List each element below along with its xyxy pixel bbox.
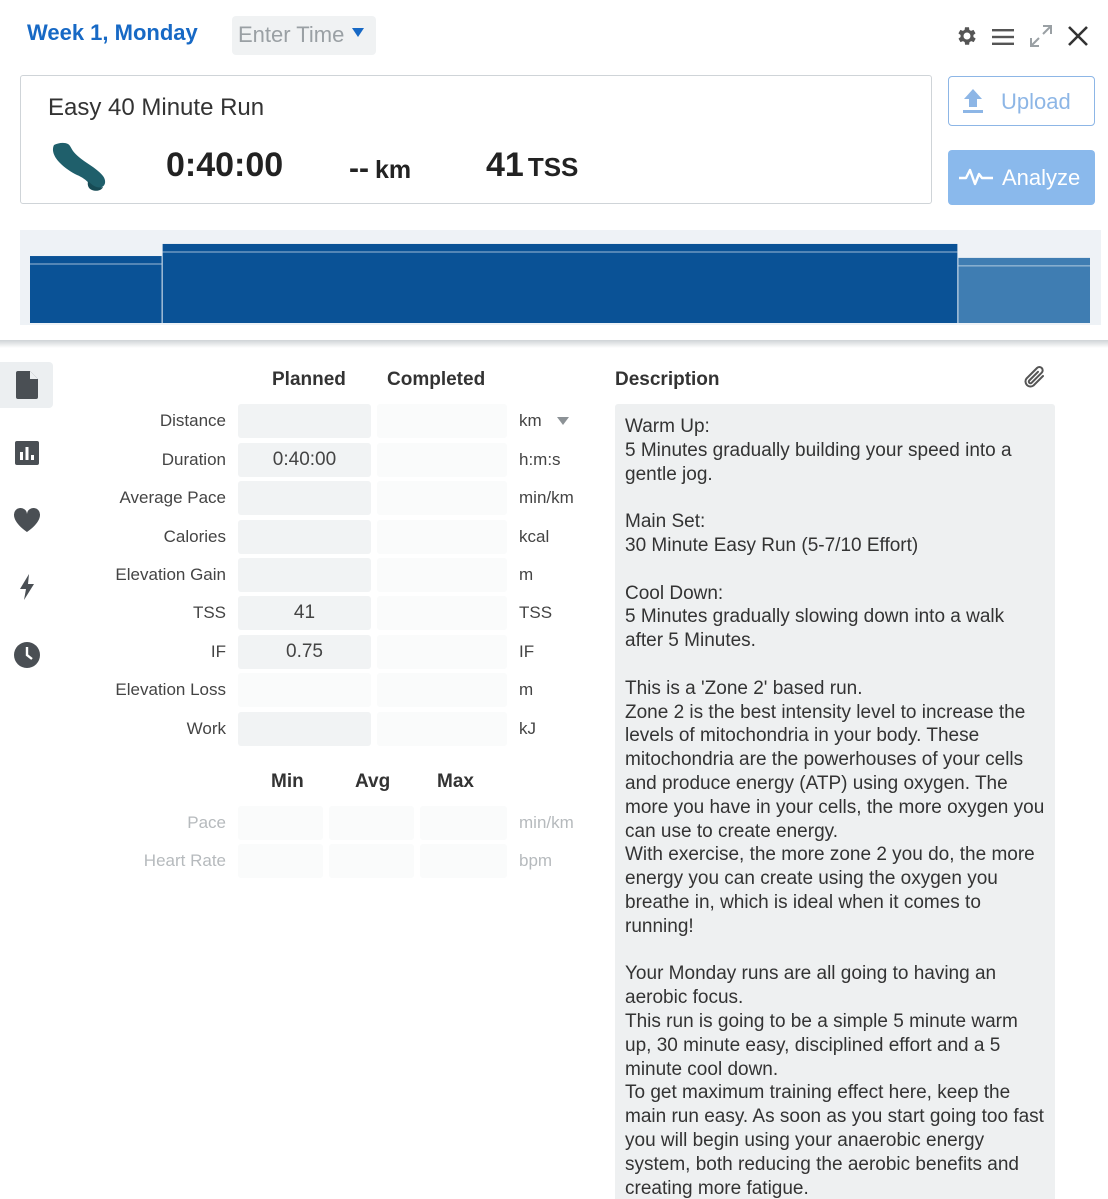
paperclip-icon[interactable]	[1022, 364, 1048, 392]
completed-distance-input[interactable]	[377, 404, 507, 438]
tss-unit: TSS	[527, 152, 579, 182]
pace-min-input[interactable]	[238, 806, 323, 840]
tab-power[interactable]	[0, 564, 53, 610]
completed-work-input[interactable]	[377, 712, 507, 746]
tab-summary[interactable]	[0, 362, 53, 408]
planned-pace-input[interactable]	[238, 481, 371, 515]
enter-time-dropdown[interactable]	[232, 16, 376, 55]
caret-down-icon	[352, 28, 364, 37]
pulse-icon	[958, 165, 994, 189]
heart-icon	[13, 507, 41, 533]
upload-icon	[961, 87, 985, 115]
metric-unit: TSS	[519, 603, 553, 622]
avg-header: Avg	[355, 771, 391, 792]
metric-label: Duration	[161, 450, 226, 469]
upload-label: Upload	[1001, 89, 1071, 114]
structure-chart	[20, 230, 1101, 325]
metric-unit: min/km	[519, 488, 574, 507]
analyze-button[interactable]	[948, 150, 1095, 205]
heart-rate-max-input[interactable]	[420, 844, 507, 878]
range-unit: min/km	[519, 813, 574, 832]
metric-label: TSS	[192, 603, 226, 622]
completed-header: Completed	[387, 369, 486, 390]
metric-unit: IF	[519, 642, 535, 661]
completed-duration-input[interactable]	[377, 443, 507, 477]
planned-if-input[interactable]: 0.75	[238, 635, 371, 669]
tss-value: 41	[486, 146, 524, 184]
planned-header: Planned	[272, 369, 346, 390]
planned-work-input[interactable]	[238, 712, 371, 746]
metric-unit: m	[519, 680, 534, 699]
metric-unit: h:m:s	[519, 450, 561, 469]
tab-heart-rate[interactable]	[0, 497, 53, 543]
completed-tss-input[interactable]	[377, 596, 507, 630]
workout-structure-graph[interactable]	[20, 230, 1101, 325]
completed-elevation-gain-input[interactable]	[377, 558, 507, 592]
completed-pace-input[interactable]	[377, 481, 507, 515]
analyze-label: Analyze	[1002, 165, 1081, 190]
structure-step-bar[interactable]	[163, 244, 958, 323]
metric-unit: kJ	[519, 719, 536, 738]
chevron-down-icon[interactable]	[557, 417, 569, 425]
tab-charts[interactable]	[0, 430, 53, 476]
structure-step-bar[interactable]	[958, 258, 1090, 323]
metric-label: Distance	[159, 411, 226, 430]
lightning-icon	[19, 574, 35, 600]
workout-title[interactable]: Easy 40 Minute Run	[48, 94, 265, 121]
planned-duration-input[interactable]: 0:40:00	[238, 443, 371, 477]
gear-icon[interactable]	[955, 24, 979, 48]
document-icon	[16, 371, 38, 399]
range-unit: bpm	[519, 851, 553, 870]
planned-distance-input[interactable]	[238, 404, 371, 438]
pace-max-input[interactable]	[420, 806, 507, 840]
min-header: Min	[271, 771, 304, 792]
heart-rate-min-input[interactable]	[238, 844, 323, 878]
metric-label: IF	[210, 642, 226, 661]
distance-unit: km	[374, 156, 412, 184]
completed-calories-input[interactable]	[377, 520, 507, 554]
heart-rate-avg-input[interactable]	[329, 844, 414, 878]
planned-elevation-loss-input[interactable]	[238, 673, 371, 707]
range-label: Heart Rate	[143, 851, 226, 870]
metric-label: Calories	[163, 527, 226, 546]
distance-value: --	[349, 152, 369, 185]
bar-chart-icon	[15, 441, 39, 465]
planned-tss-input[interactable]: 41	[238, 596, 371, 630]
completed-elevation-loss-input[interactable]	[377, 673, 507, 707]
hamburger-menu-icon[interactable]	[991, 27, 1015, 47]
tss-stat	[486, 146, 578, 185]
metric-label: Average Pace	[119, 488, 226, 507]
metric-label: Work	[186, 719, 226, 738]
clock-icon	[13, 641, 41, 669]
tab-time[interactable]	[0, 632, 53, 678]
planned-elevation-gain-input[interactable]	[238, 558, 371, 592]
max-header: Max	[437, 771, 474, 792]
expand-icon[interactable]	[1029, 24, 1053, 48]
metric-unit: km	[519, 411, 542, 430]
metric-unit: m	[519, 565, 534, 584]
description-textarea[interactable]: Warm Up: 5 Minutes gradually building your speed into a gentle jog. Main Set: 30 Minute Easy Run (5-7/10 Effort) Cool Down: 5 Minutes gradually slowing down into a walk after 5 Minutes. This is a 'Zone 2' based run. Zone 2 is the best intensity level to increase the levels of mitochondria in your body. These mitochondria are the powerhouses of your cells and produce energy (ATP) using oxygen. The more you have in your cells, the more oxygen you can use to create energy. With exercise, the more zone 2 you do, the more energy you can create using the oxygen you breathe in, which is ideal when it comes to running! Your Monday runs are all going to having an aerobic focus. This run is going to be a simple 5 minute warm up, 30 minute easy, disciplined effort and a 5 minute cool down. To get maximum training effect here, keep the main run easy. As soon as you start going too fast you will begin using your anaerobic energy system, both reducing the aerobic benefits and creating more fatigue.	[615, 404, 1055, 1199]
distance-stat	[349, 152, 411, 186]
page-title: Week 1, Monday	[27, 20, 198, 45]
run-shoe-icon	[48, 141, 110, 193]
structure-step-bar[interactable]	[30, 256, 162, 323]
close-icon[interactable]	[1066, 24, 1090, 48]
metric-label: Elevation Loss	[115, 680, 226, 699]
upload-button[interactable]	[948, 76, 1095, 126]
enter-time-placeholder: Enter Time	[238, 22, 345, 47]
duration-stat: 0:40:00	[166, 146, 284, 184]
range-label: Pace	[187, 813, 226, 832]
workout-summary-card	[20, 75, 932, 204]
planned-calories-input[interactable]	[238, 520, 371, 554]
completed-if-input[interactable]	[377, 635, 507, 669]
metric-label: Elevation Gain	[115, 565, 226, 584]
pace-avg-input[interactable]	[329, 806, 414, 840]
divider	[0, 340, 1108, 348]
metric-unit: kcal	[519, 527, 550, 546]
description-title: Description	[615, 369, 720, 390]
